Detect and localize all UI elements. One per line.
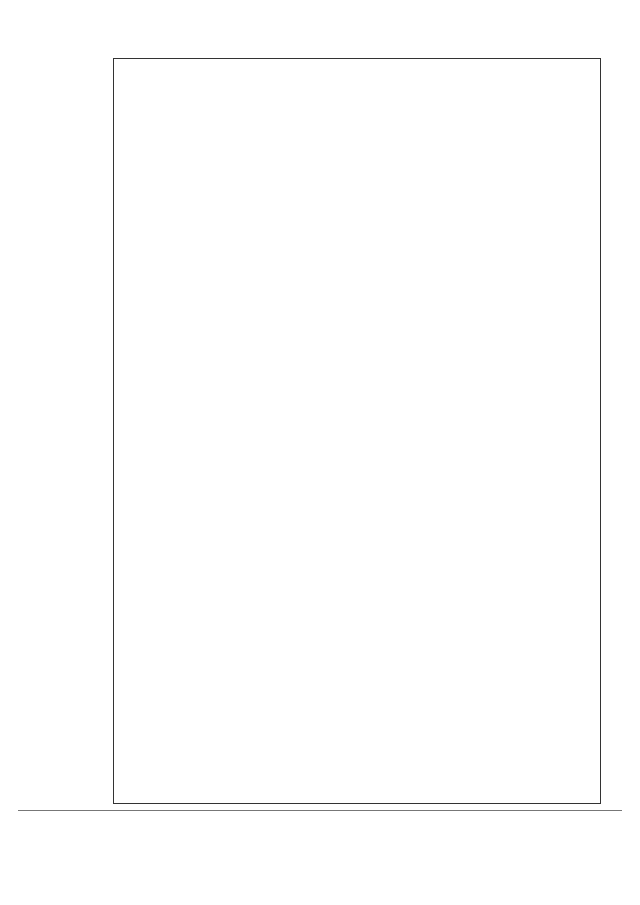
footer-rule	[18, 810, 622, 811]
data-table	[113, 58, 601, 804]
